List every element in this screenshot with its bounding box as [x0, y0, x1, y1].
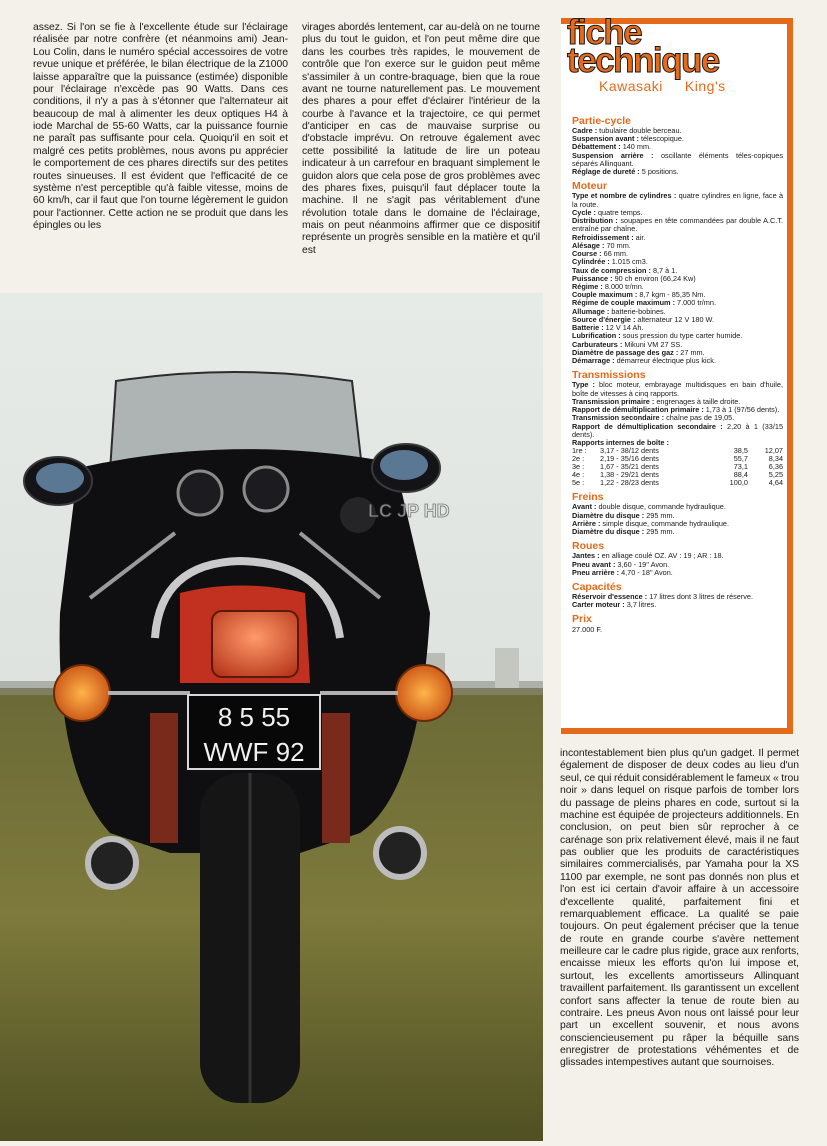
spec-label: Jantes : — [572, 551, 600, 561]
spec-label: Source d'énergie : — [572, 314, 636, 324]
spec-label: Suspension arrière : — [572, 150, 654, 160]
spec-value: 4,70 - 18'' Avon. — [621, 567, 673, 577]
fiche-technique-box — [561, 13, 793, 734]
spec-label: Cadre : — [572, 126, 598, 136]
spec-label: Rapport de démultiplication primaire : — [572, 405, 704, 415]
spec-label: Alésage : — [572, 240, 605, 250]
table-row: 2e : 2,19 - 35/16 dents 55,7 8,34 — [572, 454, 783, 464]
spec-value: 5 positions. — [641, 167, 679, 177]
spec-value: batterie-bobines. — [611, 306, 666, 316]
spec-value: 17 litres dont 3 litres de réserve. — [649, 592, 754, 602]
spec-value: oscillante éléments téles-copiques séparés Allinquant. — [572, 150, 783, 168]
spec-value: double disque, commande hydraulique. — [598, 502, 726, 512]
spec-value: tubulaire double berceau. — [599, 126, 682, 136]
spec-label: Distribution : — [572, 216, 618, 226]
spec-label: Type : — [572, 380, 595, 390]
section-title: Roues — [572, 540, 605, 553]
table-row: 1re : 3,17 - 38/12 dents 38,5 12,07 — [572, 446, 783, 456]
spec-label: Allumage : — [572, 306, 610, 316]
spec-label: Transmission primaire : — [572, 396, 655, 406]
spec-value: Mikuni VM 27 SS. — [624, 339, 683, 349]
spec-value: 1.015 cm3. — [611, 257, 648, 267]
section-title: Freins — [572, 491, 604, 504]
spec-value: engrenages à taille droite. — [656, 396, 741, 406]
section-roues — [572, 541, 783, 577]
spec-label: Avant : — [572, 502, 597, 512]
fiche-title-line-1: fiche — [567, 13, 642, 52]
spec-label: Lubrification : — [572, 331, 621, 341]
spec-label: Course : — [572, 249, 602, 259]
watermark-logo — [336, 487, 450, 577]
gear-ratio-table — [572, 447, 783, 487]
fiche-title-line-2: technique — [567, 41, 719, 80]
section-capacites — [572, 582, 783, 609]
spec-label: Diamètre du disque : — [572, 527, 645, 537]
spec-value: chaîne pas de 19,05. — [666, 413, 735, 423]
spec-value: 295 mm. — [646, 510, 675, 520]
spec-value: en alliage coulé OZ. AV : 19 ; AR : 18. — [601, 551, 724, 561]
spec-value: simple disque, commande hydraulique. — [602, 518, 729, 528]
spec-value: 12 V 14 Ah. — [605, 323, 644, 333]
spec-value: 8.000 tr/mn. — [604, 282, 644, 292]
fiche-model: King's — [684, 78, 726, 94]
spec-value: 3,60 - 19'' Avon. — [617, 559, 670, 569]
spec-label: Pneu avant : — [572, 559, 616, 569]
table-row: 4e : 1,38 - 29/21 dents 88,4 5,25 — [572, 470, 783, 480]
spec-label: Rapport de démultiplication secondaire : — [572, 421, 723, 431]
spec-label: Batterie : — [572, 323, 604, 333]
spec-value: 295 mm. — [646, 527, 675, 537]
spec-label: Cycle : — [572, 207, 596, 217]
spec-label: Démarrage : — [572, 356, 615, 366]
spec-label: Pneu arrière : — [572, 567, 620, 577]
spec-value: alternateur 12 V 180 W. — [637, 314, 715, 324]
spec-label: Régime : — [572, 282, 603, 292]
spec-value: 3,7 litres. — [626, 600, 657, 610]
spec-value: bloc moteur, embrayage multidisques en bain d'huile, boîte de vitesses à cinq rapports. — [572, 380, 783, 398]
spec-value: 27 mm. — [680, 347, 705, 357]
article-column-1: assez. Si l'on se fie à l'excellente étude sur l'éclairage réalisée par notre confrère (et néanmoins ami) Jean-Lou Colin, dans le numéro spécial accessoires de votre revue unique et préférée, le bilan électrique de la Z1000 laisse apparaître que la puissance (estimée) disponible pour l'éclairage n'excède pas 90 Watts. Dans ces conditions, il n'y a pas à s'étonner que l'alternateur ait beaucoup de mal à alimenter les deux optiques H4 à iode Marchal de 55-60 Watts, car la puissance fournie ne paraît pas suffisante pour cela. Quoiqu'il en soit et malgré ces petits problèmes, nous avons pu apprécier le comportement de ces phares directifs sur des petites routes sinueuses. Il est évident que l'efficacité de ce système n'est perceptible qu'à faible vitesse, moins de 60 km/h, car il faut que l'on tourne légèrement le guidon pour l'actionner. Cette action ne se produit que dans les épingles ou les — [33, 22, 288, 231]
spec-value: quatre cylindres en ligne, face à la route. — [572, 191, 784, 209]
spec-value: quatre temps. — [597, 207, 643, 217]
spec-label: Type et nombre de cylindres : — [572, 191, 677, 201]
spec-label: Puissance : — [572, 273, 613, 283]
spec-label: Suspension avant : — [572, 134, 639, 144]
plate-line-1: 8 5 55 — [217, 702, 291, 732]
spec-label: Refroidissement : — [572, 232, 634, 242]
section-transmissions — [572, 370, 783, 487]
spec-label: Couple maximum : — [572, 290, 638, 300]
spec-label: Diamètre du disque : — [572, 510, 645, 520]
spec-value: démarreur électrique plus kick. — [616, 356, 716, 366]
spec-value: télescopique. — [640, 134, 684, 144]
spec-label: Régime de couple maximum : — [572, 298, 675, 308]
spec-value: 90 ch environ (66,24 Kw) — [614, 273, 696, 283]
table-row: 5e : 1,22 - 28/23 dents 100,0 4,64 — [572, 478, 783, 488]
spec-value: sous pression du type carter humide. — [622, 331, 743, 341]
spec-value: 1,73 à 1 (97/56 dents). — [705, 405, 780, 415]
spec-value: 70 mm. — [606, 240, 631, 250]
section-freins — [572, 492, 783, 536]
spec-value: air. — [635, 232, 646, 242]
spec-value: 140 mm. — [622, 142, 652, 152]
spec-label: Rapports internes de boîte : — [572, 438, 669, 448]
spec-label: Débattement : — [572, 142, 621, 152]
section-partie-cycle — [572, 116, 783, 176]
spec-label: Carburateurs : — [572, 339, 623, 349]
spec-value: 7.000 tr/mn. — [677, 298, 716, 308]
section-moteur — [572, 181, 783, 365]
fiche-subtitle — [599, 78, 748, 94]
spec-label: Carter moteur : — [572, 600, 625, 610]
spec-label: Réglage de dureté : — [572, 167, 640, 177]
plate-line-2: WWF 92 — [203, 737, 305, 767]
price-value: 27.000 F. — [572, 624, 603, 634]
section-title: Moteur — [572, 180, 607, 193]
table-row: 3e : 1,67 - 35/21 dents 73,1 6,36 — [572, 462, 783, 472]
section-title: Transmissions — [572, 369, 646, 382]
spec-value: soupapes en tête commandées par double A.C.T. entraîné par chaîne. — [572, 216, 783, 234]
section-prix — [572, 614, 783, 633]
spec-value: 66 mm. — [603, 249, 628, 259]
spec-value: 2,20 à 1 (33/15 dents). — [572, 421, 783, 439]
motorcycle-photo — [0, 293, 543, 1141]
spec-label: Taux de compression : — [572, 265, 651, 275]
spec-value: 8,7 à 1. — [652, 265, 678, 275]
spec-label: Cylindrée : — [572, 257, 610, 267]
section-title: Prix — [572, 613, 592, 626]
article-column-3: incontestablement bien plus qu'un gadget. Il permet également de disposer de deux codes au lieu d'un seul, ce qui réduit considérablement le fameux « trou noir » dans lequel on risque parfois de tomber lors du passage de pleins phares en code, surtout si la machine est équipée de projecteurs additionnels. En conclusion, on peut bien sûr reprocher à ce carénage son prix relativement élevé, mais il ne faut pas oublier que les produits de caractéristiques similaires commercialisés, par Yamaha pour la XS 1100 par exemple, ne sont pas donnés non plus et l'on est ici certain d'avoir affaire à un accessoire d'excellente qualité, parfaitement fini et remarquablement efficace. La qualité se paie toujours. On peut également préciser que la tenue de route en grande courbe s'avère nettement meilleure car le cadre plus rigide, grace aux renforts, encaisse mieux les efforts qu'on lui impose et, surtout, les excellents amortisseurs Allinquant travaillent parfaitement. Ils garantissent un excellent confort sans affecter la tenue de route bien au contraire. Les pneus Avon nous ont laissé pour leur part un excellent souvenir, et nous avons consciencieusement pu râper la béquille sans enregistrer de protestations véhémentes et de glissades intempestives autant que sournoises. — [560, 748, 799, 1069]
watermark-text: LC JP HD — [368, 501, 450, 521]
fiche-brand: Kawasaki — [599, 78, 663, 94]
section-title: Partie-cycle — [572, 115, 631, 127]
spec-label: Diamètre de passage des gaz : — [572, 347, 679, 357]
fiche-body — [572, 111, 783, 634]
spec-label: Arrière : — [572, 518, 601, 528]
spec-label: Transmission secondaire : — [572, 413, 665, 423]
spec-label: Réservoir d'essence : — [572, 592, 648, 602]
article-column-2: virages abordés lentement, car au-delà on ne tourne plus du tout le guidon, et l'on peut même dire que dans les courbes très rapides, le mouvement de contrôle que l'on exerce sur le guidon peut même s'assimiler à un contre-braquage, bien que la roue avant ne tourne naturellement pas. Le mouvement des phares a pour effet d'éclairer l'intérieur de la courbe à l'avance et la trajectoire, ce qui permet d'anticiper en cas de mauvaise surprise ou d'obstacle imprévu. On retrouve également avec cette possibilité la latitude de lire un poteau indicateur à un carrefour en braquant simplement le guidon alors que cela pose de gros problèmes avec des phares fixes, puisqu'il faut déplacer toute la machine. Il ne s'agit pas véritablement d'une révolution totale dans le domaine de l'éclairage, mais on peut néanmoins affirmer que ce dispositif représente un progrès sensible en la matière et qu'il est — [302, 22, 540, 256]
section-title: Capacités — [572, 581, 622, 593]
spec-value: 8,7 kgm - 85,35 Nm. — [639, 290, 706, 300]
